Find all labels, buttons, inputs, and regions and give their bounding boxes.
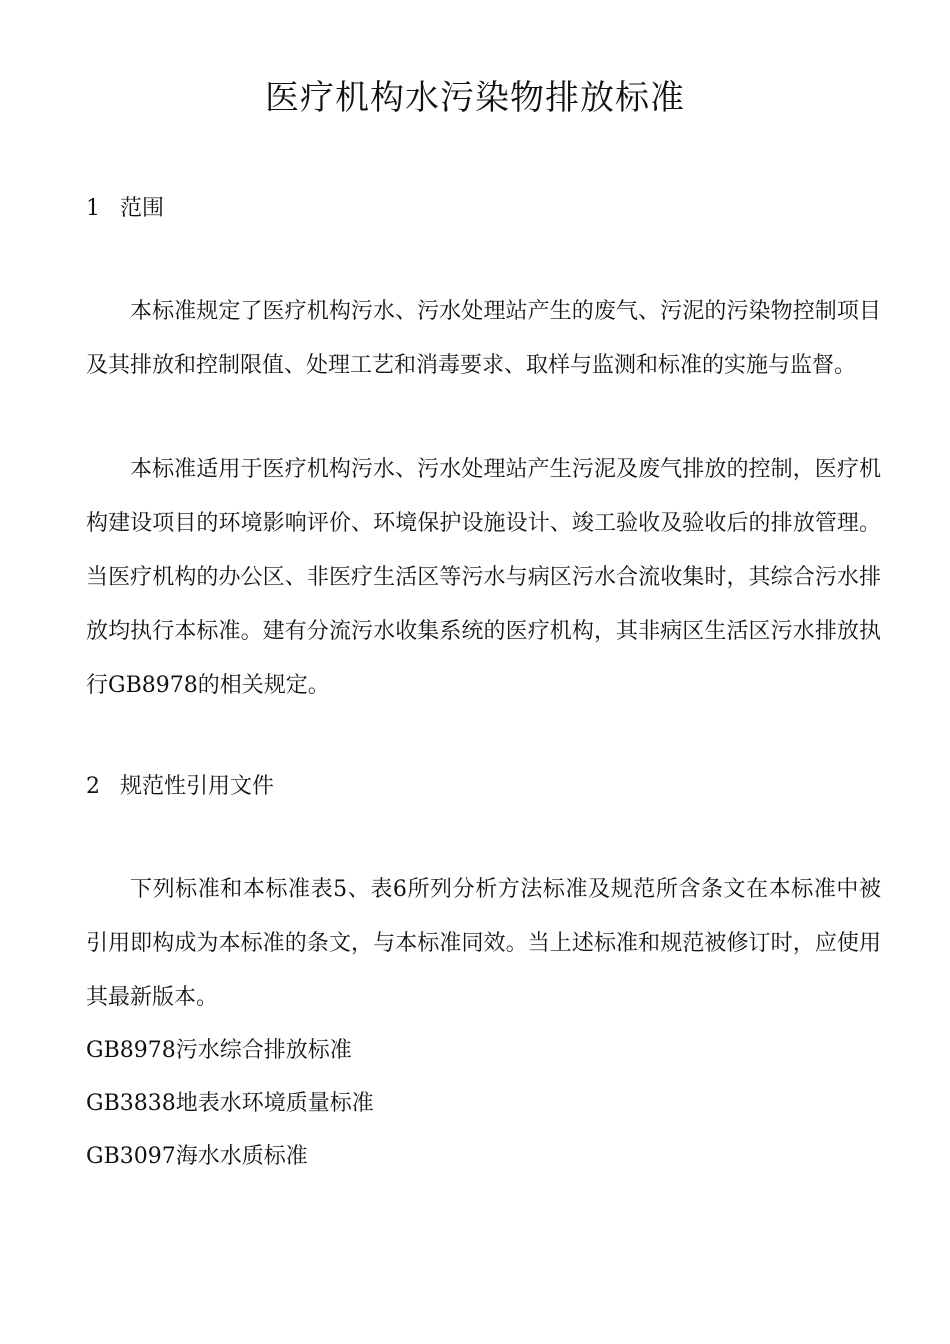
document-title: 医疗机构水污染物排放标准 [265,78,685,118]
paragraph-scope-applicability: 本标准适用于医疗机构污水、污水处理站产生污泥及废气排放的控制，医疗机构建设项目的环境影响评价、环境保护设施设计、竣工验收及验收后的排放管理。当医疗机构的办公区、非医疗生活区等污水与病区污水合流收集时，其综合污水排放均执行本标准。建有分流污水收集系统的医疗机构，其非病区生活区污水排放执行GB8978的相关规定。 [86,457,881,698]
paragraph-scope-definition: 本标准规定了医疗机构污水、污水处理站产生的废气、污泥的污染物控制项目及其排放和控制限值、处理工艺和消毒要求、取样与监测和标准的实施与监督。 [86,299,881,378]
section-heading-1 [86,189,164,229]
section-title: 规范性引用文件 [120,774,275,799]
reference-item-gb3097: GB3097海水水质标准 [86,1144,308,1169]
reference-item-gb8978: GB8978污水综合排放标准 [86,1038,352,1063]
section-title: 范围 [120,196,165,221]
section-number: 2 [86,774,100,799]
paragraph-normative-references: 下列标准和本标准表5、表6所列分析方法标准及规范所含条文在本标准中被引用即构成为本标准的条文，与本标准同效。当上述标准和规范被修订时，应使用其最新版本。 [86,877,881,1010]
section-heading-2 [86,767,274,807]
section-number: 1 [86,196,100,221]
reference-item-gb3838: GB3838地表水环境质量标准 [86,1091,374,1116]
